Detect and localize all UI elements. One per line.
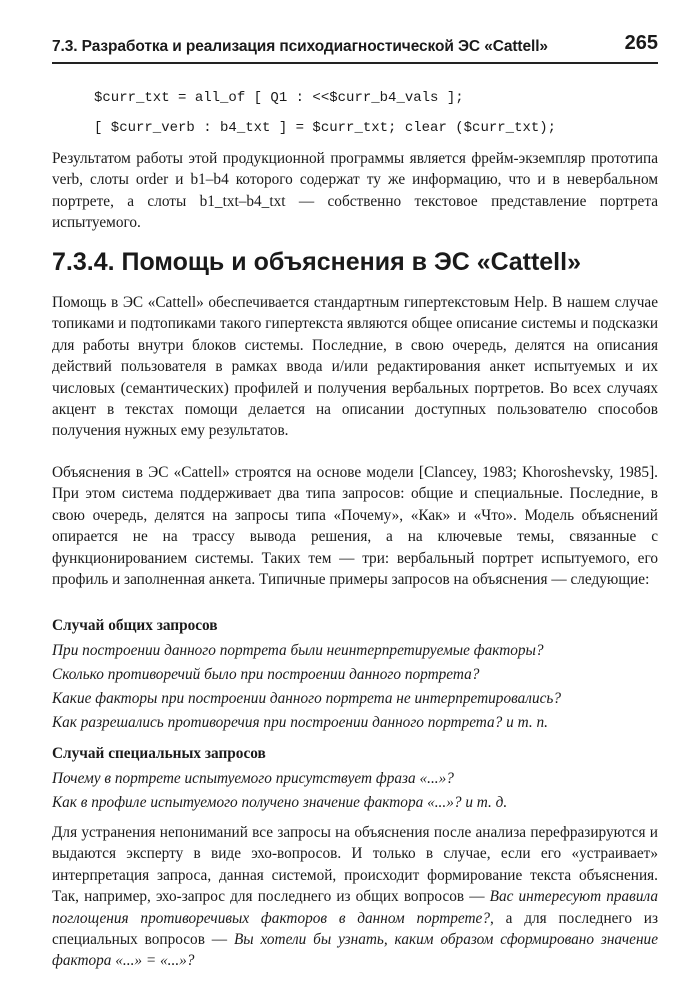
general-request-item: Сколько противоречий было при построении данного портрета? bbox=[52, 666, 480, 683]
general-requests-title: Случай общих запросов bbox=[52, 617, 218, 634]
special-request-item: Как в профиле испытуемого получено значение фактора «...»? и т. д. bbox=[52, 794, 508, 811]
general-request-item: Какие факторы при построении данного портрета не интерпретировались? bbox=[52, 690, 562, 707]
general-request-item: Как разрешались противоречия при построении данного портрета? и т. п. bbox=[52, 714, 548, 731]
explanations-paragraph: Объяснения в ЭС «Cattell» строятся на основе модели [Clancey, 1983; Khoroshevsky, 1985]. При этом система поддерживает два типа запросов: общие и специальные. Последние, в свою очередь, делятся на запросы типа «Почему», «Как» и «Что». Модель объяснений опирается не на трассу вывода решения, а на ключевые темы, связанные с функционированием системы. Таких тем — три: вербальный портрет испытуемого, его профиль и заполненная анкета. Типичные примеры запросов на объяснения — следующие: bbox=[52, 464, 658, 589]
echo-query-special: Вы хотели бы узнать, каким образом сформировано значение фактора «...» = «...»? bbox=[52, 931, 658, 970]
general-request-item: При построении данного портрета были неинтерпретируемые факторы? bbox=[52, 642, 544, 659]
closing-paragraph bbox=[52, 822, 658, 972]
special-request-item: Почему в портрете испытуемого присутствует фраза «...»? bbox=[52, 770, 454, 787]
echo-query-general: Вас интересуют правила поглощения противоречивых факторов в данном портрете? bbox=[52, 888, 658, 927]
running-header-title: 7.3. Разработка и реализация психодиагностической ЭС «Cattell» bbox=[52, 38, 548, 55]
help-paragraph: Помощь в ЭС «Cattell» обеспечивается стандартным гипертекстовым Help. В нашем случае топиками и подтопиками такого гипертекста являются общее описание системы и подсказки для работы внутри блоков системы. Последние, в свою очередь, делятся на описания действий пользователя в рамках ввода и/или редактирования анкет испытуемых и их числовых (семантических) профилей и получения вербальных портретов. Во всех случаях акцент в текстах помощи делается на описании доступных пользователю способов получения нужных ему результатов. bbox=[52, 294, 658, 440]
intro-paragraph: Результатом работы этой продукционной программы является фрейм-экземпляр прототипа verb, слоты order и b1–b4 которого содержат ту же информацию, что и в невербальном портрете, а слоты b1_txt–b4_txt — собственно текстовое представление портрета испытуемого. bbox=[52, 150, 658, 232]
closing-text-start: Для устранения непониманий все запросы на объяснения после анализа перефразируются и выдаются эксперту в виде эхо-вопросов. И только в случае, если его «устраивает» интерпретация запроса, данная системой, происходит формирование текста объяснения. Так, например, эхо-запрос для последнего из общих вопросов — bbox=[52, 824, 658, 906]
code-line-1: $curr_txt = all_of [ Q1 : <<$curr_b4_vals ]; bbox=[94, 90, 464, 106]
special-requests-title: Случай специальных запросов bbox=[52, 745, 266, 762]
code-line-2: [ $curr_verb : b4_txt ] = $curr_txt; clear ($curr_txt); bbox=[94, 120, 557, 136]
running-header bbox=[52, 28, 658, 64]
page-number: 265 bbox=[624, 32, 658, 54]
closing-text-middle: , а для последнего из специальных вопросов — bbox=[52, 909, 659, 949]
section-heading: 7.3.4. Помощь и объяснения в ЭС «Cattell» bbox=[52, 248, 581, 276]
